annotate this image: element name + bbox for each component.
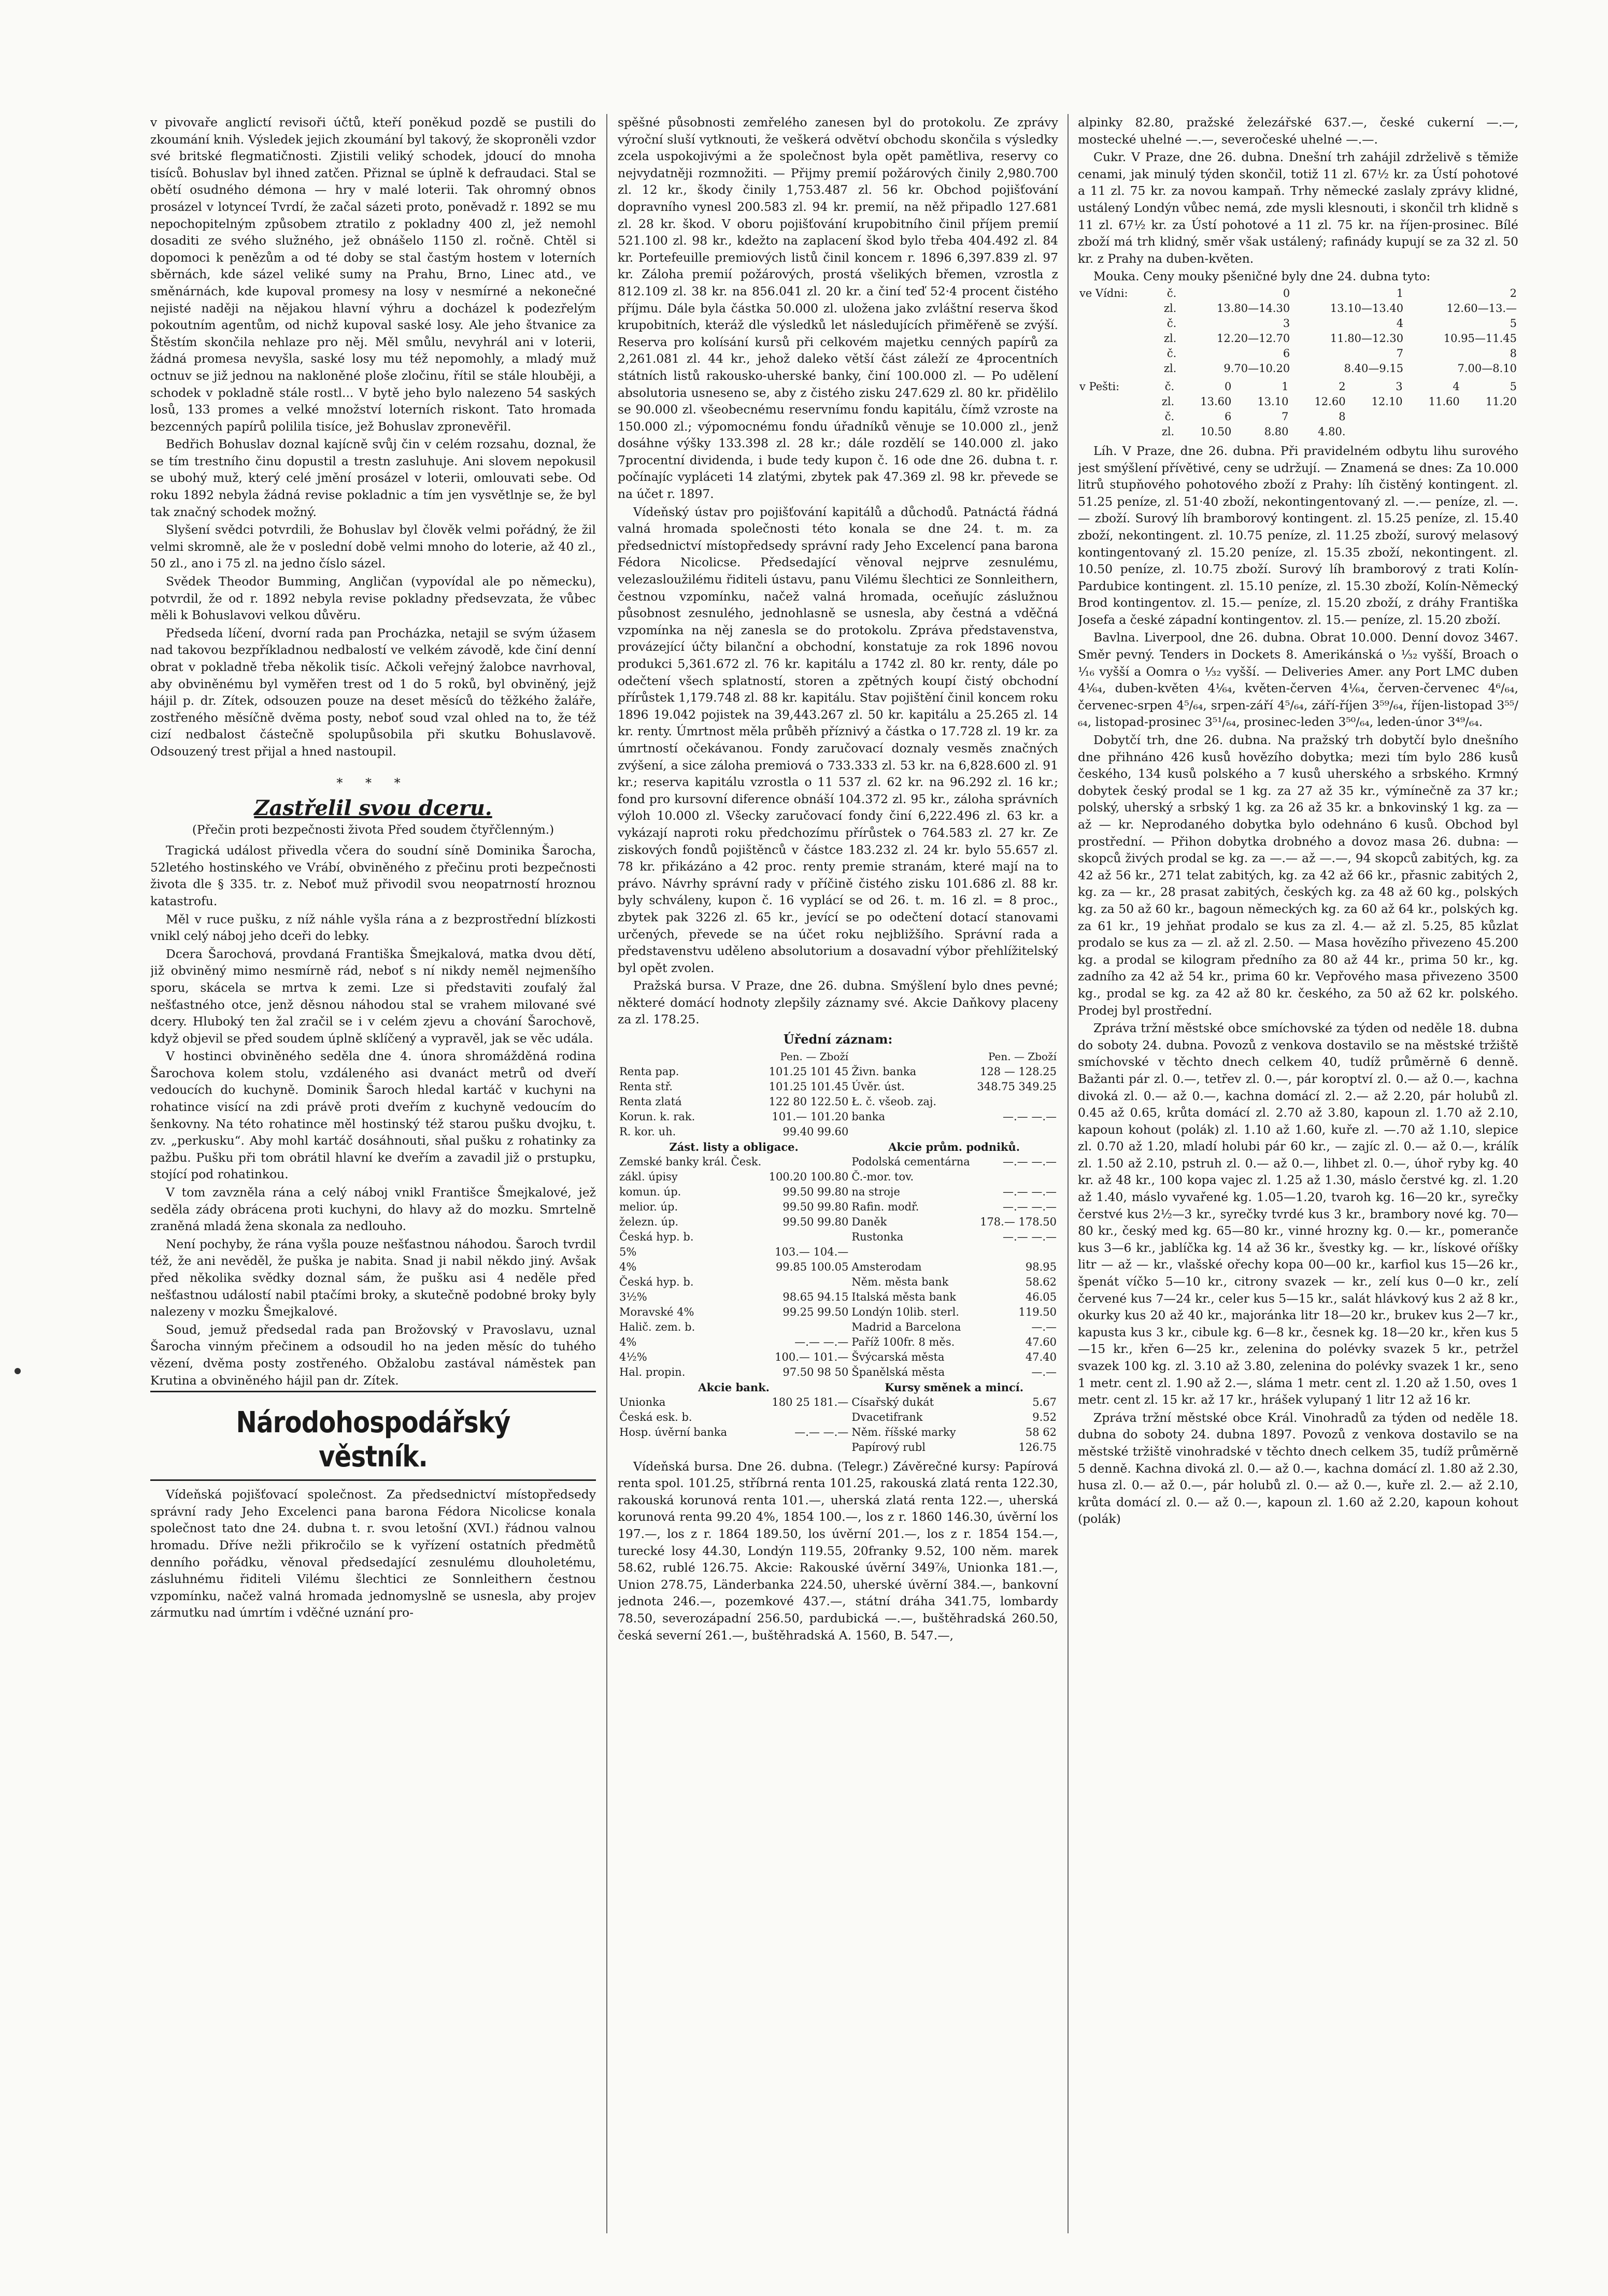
table-cell: č. bbox=[1166, 317, 1177, 330]
column-3 bbox=[1078, 114, 1518, 2233]
table-cell: Podolská cementárna bbox=[851, 1155, 970, 1168]
paragraph: Zpráva tržní městské obce smíchovské za týden od neděle 18. dubna do soboty 24. dubna. Povozů z venkova dostavilo se na městské tržiště smíchovské v těchto dnech celkem 40, tudíž průměrně 6 denně. Bažanti pár zl. 0.—, tetřev zl. 0.—, pár koroptví zl. 0.— až 0.—, kachna divoká zl. 0.— až 0.—, kachna domácí zl. 2.— až 2.20, pár holubů zl. 0.45 až 0.65, krůta domácí zl. 2.70 až 3.80, kapoun zl. 1.70 až 2.10, kapoun kohout (polák) zl. 1.10 až 1.60, kuře zl. —.70 až 1.10, slepice zl. 0.70 až 1.20, mladí holubi pár 60 kr., — zajíc zl. 0.— až 0.—, králík zl. 1.50 až 2.10, pstruh zl. 0.— až 0.—, lihbet zl. 0.—, úhoř ryby kg. 40 kr. až 48 kr., 100 kopa vajec zl. 1.25 až 1.30, máslo čerstvé kg. zl. 1.20 až 1.40, máslo vyvařené kg. 1.05—1.20, tvaroh kg. 16—20 kr., syrečky čerstvé kus 2½—3 kr., syrečky tvrdé kus 3 kr., brambory nové kg. 70—80 kr., český med kg. 65—80 kr., vinné hrozny kg. 0.— kr., pomeranče kus 3—6 kr., jablíčka kg. 14 až 36 kr., švestky kg. — kr., lískové oříšky litr — až — kr., vlašské ořechy kopa 00—00 kr., karfiol kus 15—26 kr., špenát víčko 5—10 kr., citrony svazek — kr., zelí kus 0—0 kr., zelí červené kus 7—24 kr., celer kus 5—15 kr., salát hlávkový kus 2 až 8 kr., okurky kus 20 až 40 kr., majoránka litr 18—20 kr., brukev kus 2—7 kr., kapusta kus 3 kr., cibule kg. 6—8 kr., česnek kg. 18—20 kr., křen kus 5—15 kr., křen 6—25 kr., zelenina do polévky svazek 5 kr., petržel svazek 100 kg. zl. 3.10 až 3.80, zelenina do polévky svazek 1 kr., seno 1 metr. cent zl. 1.90 až 2.—, sláma 1 metr. cent zl. 1.20 až 1.50, oves 1 metr. cent zl. 15 kr. až 17 kr., hrášek vylupaný 1 litr 12 až 16 kr. bbox=[1078, 1021, 1518, 1407]
table-cell: 47.40 bbox=[1025, 1350, 1057, 1363]
table-cell: 0 bbox=[1224, 380, 1232, 393]
table-cell: 5.67 bbox=[1032, 1395, 1057, 1408]
table-cell: 98.65 94.15 bbox=[782, 1290, 849, 1303]
table-row bbox=[1078, 409, 1518, 424]
table-cell bbox=[766, 1320, 850, 1335]
table-cell: Císařský dukát bbox=[851, 1395, 934, 1408]
table-cell: Hosp. úvěrní banka bbox=[619, 1425, 728, 1438]
table-row bbox=[1078, 316, 1518, 331]
table-cell: č. bbox=[1164, 410, 1175, 423]
table-cell bbox=[1461, 424, 1518, 439]
flour-vienna-table bbox=[1078, 286, 1518, 376]
table-row bbox=[618, 1245, 1058, 1260]
paragraph: Zpráva tržní městské obce Král. Vinohradů za týden od neděle 18. dubna do soboty 24. dubna 1897. Povozů z venkova dostavilo se na městské tržiště vinohradské v těchto dnech celkem 35, tudíž průměrně 5 denně. Kachna divoká zl. 0.— až 0.—, kachna domácí zl. 1.80 až 2.30, husa zl. 0.— až 0.—, pár holubů zl. 0.— až 0.—, kuře zl. 2.— až 2.10, krůta domácí zl. 0.— až 0.—, kapoun zl. 1.60 až 2.20, kapoun kohout (polák) bbox=[1078, 1410, 1518, 1527]
table-cell: 11.60 bbox=[1428, 395, 1460, 408]
table-cell bbox=[766, 1230, 850, 1245]
paragraph: alpinky 82.80, pražské železářské 637.—, české cukerní —.—, mostecké uhelné —.—, severočeské uhelné —.—. bbox=[1078, 115, 1518, 147]
table-cell: 12.60 bbox=[1314, 395, 1346, 408]
table-row bbox=[1078, 346, 1518, 361]
table-row bbox=[618, 1410, 1058, 1425]
table-cell: 99.25 99.50 bbox=[782, 1305, 849, 1318]
table-cell: 46.05 bbox=[1025, 1290, 1057, 1303]
table-cell: 4% bbox=[619, 1260, 637, 1273]
table-cell: melior. úp. bbox=[619, 1200, 678, 1213]
table-cell: 10.95—11.45 bbox=[1443, 332, 1517, 345]
table-cell: č. bbox=[1164, 380, 1175, 393]
table-cell: 122 80 122.50 bbox=[769, 1095, 849, 1108]
table-cell bbox=[1078, 424, 1150, 439]
table-subheading: Akcie prům. podniků. bbox=[888, 1140, 1020, 1153]
table-title: Úřední záznam: bbox=[783, 1032, 893, 1047]
table-cell bbox=[1347, 424, 1404, 439]
table-row bbox=[618, 1109, 1058, 1124]
table-cell: 13.10 bbox=[1257, 395, 1289, 408]
table-cell: Italská města bank bbox=[851, 1290, 956, 1303]
table-cell: Halič. zem. b. bbox=[619, 1320, 695, 1333]
table-row bbox=[1078, 424, 1518, 439]
table-cell: 99.50 99.80 bbox=[782, 1215, 849, 1228]
table-cell: 126.75 bbox=[1018, 1441, 1057, 1453]
paragraph: Líh. V Praze, dne 26. dubna. Při pravidelném odbytu lihu surového jest smýšlení přívětivé, ceny se udržují. — Znamená se dnes: Za 10.000 litrů stupňového pohotového zboží z Prahy: líh čistěný kontingent. zl. 51.25 peníze, zl. 51·40 zboží, nekontingentovaný zl. —.— peníze, zl. —.— zboží. Surový líh bramborový kontingent. zl. 15.25 peníze, zl. 15.40 zboží, nekontingent. zl. 10.75 peníze, zl. 11.25 zboží, surový melasový kontingentovaný zl. 15.20 peníze, zl. 15.35 zboží, nekontingent. zl. 10.50 peníze, zl. 10.75 zboží. Surový líh bramborový z trati Kolín-Pardubice kontingent. zl. 15.10 peníze, zl. 15.30 zboží, Kolín-Německý Brod kontingentov. zl. 15.— peníze, zl. 15.20 zboží, z dráhy Františka Josefa a české západní kontingentov. zl. 15.— peníze, zl. 15.20 zboží. bbox=[1078, 443, 1518, 627]
table-cell: 128 — 128.25 bbox=[980, 1065, 1057, 1078]
column-rule bbox=[1068, 114, 1069, 2233]
table-cell: zl. bbox=[1161, 395, 1175, 408]
table-cell: zl. bbox=[1163, 302, 1177, 315]
table-cell: Madrid a Barcelona bbox=[851, 1320, 961, 1333]
table-cell: železn. úp. bbox=[619, 1215, 679, 1228]
table-cell: —.— —.— bbox=[1002, 1155, 1057, 1168]
table-row bbox=[618, 1305, 1058, 1320]
table-row bbox=[618, 1275, 1058, 1290]
table-cell bbox=[1078, 409, 1150, 424]
paragraph: Vídeňský ústav pro pojišťování kapitálů a důchodů. Patnáctá řádná valná hromada společnosti této konala se dne 24. t. m. za předsednictví místopředsedy správní rady Jeho Excelencí pana barona Fédora Nicolicse. Předsedající věnoval nejprve zesnulému, velezasloužilému řiditeli ústavu, panu Vilému šlechtici ze Sonnleithern, čestnou vzpomínku, načež valná hromada, oceňujíc záslužnou působnost zesnulého, jednohlasně se usnesla, aby čestná a vděčná vzpomínka na něj zanesla se do protokolu. Zpráva představenstva, provázející účty bilanční a obchodní, konstatuje za rok 1896 novou produkci 5,361.672 zl. 76 kr. kapitálu a 1742 zl. 80 kr. renty, dále po odečtení všech splatností, storen a zpětných koupí čistý obchodní přírůstek 1,179.748 zl. 88 kr. kapitálu. Stav pojištění činil koncem roku 1896 19.042 pojistek na 39,443.267 zl. 50 kr. kapitálu a 25.265 zl. 14 kr. renty. Úmrtnost měla průběh příznivý a částka o 17.728 zl. 19 kr. za úmrtností očekávanou. Fondy zaručovací doznaly vesměs značných zvýšení, a sice záloha premiová o 733.333 zl. 53 kr. na 6,828.600 zl. 91 kr.; reserva kapitálu vzrostla o 11 537 zl. 62 kr. na 96.292 zl. 16 kr.; fond pro kursovní diference obnáší 104.372 zl. 95 kr., záloha správních výloh 10.000 zl. Všecky zaručovací fondy činí 6,222.496 zl. 63 kr. a vykázají naproti roku předchozímu přírůstek o 764.583 zl. 27 kr. Ze ziskových fondů pojištěnců v částce 183.232 zl. 24 kr. bylo 55.657 zl. 78 kr. přikázáno a 42 proc. renty premie stranám, které mají na to právo. Návrhy správní rady v příčině čistého zisku 101.686 zl. 88 kr. byly schváleny, kupon č. 16 vyplácí se od 26. t. m. 16 zl. = 8 proc., zbytek pak 3226 zl. 65 kr., jevící se po odečtení dotací stanovami určených, převede se na účet roku nejbližšího. Správní rada a představenstvu uděleno absolutorium a dosavadní výbor přehlížitelský byl opět zvolen. bbox=[618, 504, 1058, 975]
table-cell: Renta pap. bbox=[619, 1065, 679, 1078]
table-body bbox=[618, 1395, 1058, 1455]
table-cell: Rustonka bbox=[851, 1230, 904, 1243]
table-cell bbox=[766, 1154, 850, 1170]
table-cell: 101.25 101 45 bbox=[769, 1065, 849, 1078]
table-body bbox=[1078, 286, 1518, 376]
table-cell bbox=[766, 1410, 850, 1425]
table-cell: Paříž 100fr. 8 měs. bbox=[851, 1335, 955, 1348]
paragraph: Pražská bursa. V Praze, dne 26. dubna. Smýšlení bylo dnes pevné; některé domácí hodnoty zlepšily záznamy své. Akcie Daňkovy placeny za zl. 178.25. bbox=[618, 978, 1058, 1027]
table-cell bbox=[974, 1170, 1058, 1185]
table-cell: komun. úp. bbox=[619, 1185, 681, 1198]
table-row bbox=[618, 1260, 1058, 1275]
table-cell: 3 bbox=[1283, 317, 1290, 330]
table-cell: ve Vídni: bbox=[1079, 287, 1128, 300]
table-cell: v Pešti: bbox=[1079, 380, 1120, 393]
table-row bbox=[618, 1350, 1058, 1365]
paragraph: Cukr. V Praze, dne 26. dubna. Dnešní trh zahájil zdrželivě s těmiže cenami, jak minulý týden skončil, totiž 11 zl. 67½ kr. za Ústí pohotové a 11 zl. 75 kr. za novou kampaň. Trhy německé zaslaly zprávy klidné, ustálený Londýn vůbec nemá, zde mysli klesnouti, i skončil trh klidně s 11 zl. 67½ kr. za Ústí pohotové a 11 zl. 75 kr. na říjen-prosinec. Bílé zboží má trh klidný, směr však ustálený; rafinády kupují se za 32 zl. 50 kr. z Prahy na duben-květen. bbox=[1078, 150, 1518, 266]
table-cell: Něm. říšské marky bbox=[851, 1425, 956, 1438]
flour-pest-table bbox=[1078, 379, 1518, 439]
table-cell bbox=[1404, 409, 1461, 424]
table-cell: 58 62 bbox=[1025, 1425, 1057, 1438]
table-cell: —.— bbox=[1031, 1320, 1057, 1333]
table-cell: 348.75 349.25 bbox=[977, 1080, 1057, 1093]
table-row bbox=[618, 1440, 1058, 1455]
table-cell: 9.70—10.20 bbox=[1223, 362, 1290, 375]
table-cell: 99.50 99.80 bbox=[782, 1185, 849, 1198]
table-cell: 4 bbox=[1396, 317, 1404, 330]
paragraph: Svědek Theodor Bumming, Angličan (vypovídal ale po německu), potvrdil, že od r. 1892 nebyla revise pokladny předsevzata, že vůbec měli k Bohuslavovi velkou důvěru. bbox=[150, 574, 596, 623]
table-cell: Papírový rubl bbox=[851, 1441, 926, 1453]
table-cell: Moravské 4% bbox=[619, 1305, 694, 1318]
table-cell bbox=[974, 1094, 1058, 1109]
table-row bbox=[618, 1154, 1058, 1170]
table-cell: 58.62 bbox=[1025, 1275, 1057, 1288]
table-row bbox=[618, 1124, 1058, 1139]
paragraph: Bedřich Bohuslav doznal kajícně svůj čin v celém rozsahu, doznal, že se tím trestního činu dopustil a trestn zasluhuje. Ani slovem nepokusil se ubohý muž, který celé jmění prosázel v loterii, omlouvati sebe. Od roku 1892 nebyla žádná revise pokladnic a tím jen vysvětlnje se, že byl tak značný schodek možný. bbox=[150, 437, 596, 519]
table-cell: 100.20 100.80 bbox=[769, 1170, 849, 1183]
table-cell: 7 bbox=[1396, 347, 1404, 360]
table-row bbox=[618, 1290, 1058, 1305]
table-row bbox=[618, 1215, 1058, 1230]
table-cell: 8 bbox=[1339, 410, 1346, 423]
column-1 bbox=[150, 114, 596, 2233]
table-cell: Hal. propin. bbox=[619, 1365, 686, 1378]
table-cell: Ł. č. všeob. zaj. bbox=[851, 1095, 937, 1108]
table-cell: Korun. k. rak. bbox=[619, 1110, 695, 1123]
table-row bbox=[1078, 394, 1518, 409]
table-body bbox=[618, 1154, 1058, 1380]
table-cell: 5 bbox=[1510, 380, 1517, 393]
paragraph: spěšné působnosti zemřelého zanesen byl do protokolu. Ze zprávy výroční sluší vytknouti, že veškerá odvětví obchodu skončila s výsledky zcela uspokojivými a že společnost byla opět pamětliva, reservy co nejvydatněji rozmnožiti. — Přijmy premií požárových činily 2,980.700 zl. 12 kr., škody činily 1,753.487 zl. 56 kr. Obchod pojišťování dopravního vynesl 200.583 zl. 94 kr. premií, na něž připadlo 127.681 zl. 28 kr. škod. V oboru pojišťování krupobitního činil příjem premií 521.100 zl. 98 kr., kdežto na zaplacení škod bylo třeba 404.492 zl. 84 kr. Portefeuille premiových listů činil koncem r. 1896 6,397.839 zl. 97 kr. Záloha premií požárových, prostá všelikých břemen, vzrostla z 812.109 zl. 38 kr. na 856.041 zl. 20 kr. a činí teď 52·4 procent čistého příjmu. Dále byla částka 50.000 zl. uložena jako zvláštní reserva škod krupobitních, kteráž dle výsledků let následujících přiměřeně se zvýší. Reserva pro kolísání kursů při celkovém majetku cenných papírů za 2,261.081 zl. 44 kr., jehož daleko větší část záleží ze 4procentních státních listů rakousko-uherské banky, činí 100.000 zl. — Po udělení absolutoria usneseno se, aby z čistého zisku 247.629 zl. 80 kr. přidělilo se 90.000 zl. všeobecnému reservnímu fondu kapitálu, čímž vzroste na 150.000 zl.; výpomocnému fondu úřadníků věnuje se 10.000 zl., jenž dosáhne výšky 133.398 zl. 28 kr.; dále rozdělí se 140.000 zl. jako 7procentní dividenda, i bude tedy kupon č. 16 ode dne 26. dubna t. r. počínajíc vypláceti 14 zlatými, zbytek pak 47.369 zl. 98 kr. převede se na účet r. 1897. bbox=[618, 115, 1058, 502]
table-row bbox=[618, 1079, 1058, 1094]
paragraph: Soud, jemuž předsedal rada pan Brožovský v Pravoslavu, uznal Šarocha vinným přečinem a odsoudil ho na jeden měsíc do tuhého vězení, dvěma posty zostřeného. Obžalobu zastával náměstek pan Krutina a obviněného hájil pan dr. Zítek. bbox=[150, 1322, 596, 1388]
table-cell: 3 bbox=[1396, 380, 1403, 393]
table-cell bbox=[766, 1275, 850, 1290]
table-cell bbox=[618, 1440, 766, 1455]
table-cell: —.— —.— bbox=[1002, 1200, 1057, 1213]
paragraph: Tragická událost přivedla včera do soudní síně Dominika Šarocha, 52letého hostinského ve Vrábí, obviněného z přečinu proti bezpečnosti života dle § 335. tr. z. Neboť muž přivodil svou neopatrností hroznou katastrofu. bbox=[150, 843, 596, 908]
table-cell: Dvacetifrank bbox=[851, 1410, 923, 1423]
table-cell: 10.50 bbox=[1200, 425, 1232, 438]
table-cell: 3½% bbox=[619, 1290, 647, 1303]
table-cell: Amsterodam bbox=[851, 1260, 922, 1273]
section-rule bbox=[150, 1391, 596, 1392]
table-body bbox=[1078, 379, 1518, 439]
table-cell bbox=[1078, 361, 1155, 376]
paragraph: Bavlna. Liverpool, dne 26. dubna. Obrat 10.000. Denní dovoz 3467. Směr pevný. Tenders in Dockets 8. Amerikánská o ⅟₃₂ vyšší, Broach o ⅟₁₆ vyšší a Oomra o ⅟₃₂ vyšší. — Deliveries Amer. any Port LMC duben 4⅟₆₄, duben-květen 4⅟₆₄, květen-červen 4⅟₆₄, červen-červenec 4⁶/₆₄, červenec-srpen 4⁵/₆₄, srpen-září 4⁵/₆₄, září-říjen 3⁵⁹/₆₄, říjen-listopad 3⁵⁵/₆₄, listopad-prosinec 3⁵¹/₆₄, prosinec-leden 3⁵⁰/₆₄, leden-únor 3⁴⁹/₆₄. bbox=[1078, 630, 1518, 730]
exchange-table bbox=[618, 1049, 1058, 1455]
table-row bbox=[618, 1064, 1058, 1079]
article-headline: Zastřelil svou dceru. bbox=[254, 796, 492, 821]
table-cell: zl. bbox=[1163, 362, 1177, 375]
paragraph: Mouka. Ceny mouky pšeničné byly dne 24. dubna tyto: bbox=[1093, 269, 1431, 284]
section-heading: Národohospodářský věstník. bbox=[236, 1406, 510, 1474]
table-cell: 9.52 bbox=[1032, 1410, 1057, 1423]
table-cell: 4½% bbox=[619, 1350, 647, 1363]
table-cell bbox=[1078, 301, 1155, 316]
table-cell: zl. bbox=[1163, 332, 1177, 345]
table-cell: 101.25 101.45 bbox=[769, 1080, 849, 1093]
table-cell: —.— —.— bbox=[794, 1425, 849, 1438]
paragraph: Dcera Šarochová, provdaná Františka Šmejkalová, matka dvou dětí, již obviněný mimo nesmírně rád, neboť s ní nikdy neměl nejmenšího sporu, skácela se mrtva k zemi. Lze si představiti zoufalý žal nešťastného otce, jenž děsnou náhodou stal se vrahem milované své dcery. Hluboký ten žal zračil se i v celém zjevu a chování Šarochově, když objevil se před soudem úplně sklíčený a vypravěl, jak se věc udála. bbox=[150, 946, 596, 1046]
table-row bbox=[618, 1230, 1058, 1245]
paragraph: Vídeňská pojišťovací společnost. Za předsednictví místopředsedy správní rady Jeho Excelenci pana barona Fédora Nicolicse konala společnost tato dne 24. dubna t. r. svou letošní (XVI.) řádnou valnou hromadu. Dříve nežli přikročilo se k vyřízení ostatních předmětů denního pořádku, věnoval předsedající zesnulému dlouholetému, zásluhnému řiditeli Vilému šlechtici ze Sonnleithern čestnou vzpomínku, načež valná hromada jednomyslně se usnesla, aby projev zármutku nad úmrtím i vděčné uznání pro- bbox=[150, 1487, 596, 1620]
table-cell: 0 bbox=[1283, 287, 1290, 300]
column-2 bbox=[618, 114, 1058, 2233]
table-cell: 5% bbox=[619, 1245, 637, 1258]
table-cell: Renta stř. bbox=[619, 1080, 673, 1093]
table-cell: —.— bbox=[1031, 1365, 1057, 1378]
table-row bbox=[618, 1335, 1058, 1350]
table-cell: 8 bbox=[1510, 347, 1517, 360]
table-cell: č. bbox=[1166, 287, 1177, 300]
table-cell: 98.95 bbox=[1025, 1260, 1057, 1273]
table-cell: 99.50 99.80 bbox=[782, 1200, 849, 1213]
table-row bbox=[618, 1320, 1058, 1335]
table-cell: 99.40 99.60 bbox=[782, 1125, 849, 1138]
table-row bbox=[618, 1094, 1058, 1109]
table-cell: 7.00—8.10 bbox=[1457, 362, 1517, 375]
table-cell: 119.50 bbox=[1018, 1305, 1057, 1318]
table-cell bbox=[850, 1245, 974, 1260]
table-cell: 178.— 178.50 bbox=[980, 1215, 1057, 1228]
table-cell bbox=[850, 1124, 974, 1139]
table-cell: 1 bbox=[1396, 287, 1404, 300]
table-header bbox=[618, 1049, 766, 1064]
table-cell: banka bbox=[851, 1110, 886, 1123]
table-row bbox=[618, 1200, 1058, 1215]
table-cell: 12.60—13.— bbox=[1446, 302, 1517, 315]
table-header bbox=[850, 1049, 974, 1064]
table-cell bbox=[766, 1440, 850, 1455]
table-cell: 4.80. bbox=[1318, 425, 1346, 438]
table-cell: 47.60 bbox=[1025, 1335, 1057, 1348]
separator-stars: * * * bbox=[336, 775, 410, 790]
table-cell: Renta zlatá bbox=[619, 1095, 682, 1108]
column-rule bbox=[606, 114, 607, 2233]
paragraph: V tom zavzněla rána a celý náboj vnikl Františce Šmejkalové, jež seděla zády obrácena proti kuchyni, do hlavy až do mozku. Smrtelně zraněná mladá žena skonala za nedlouho. bbox=[150, 1185, 596, 1234]
table-cell: zákl. úpisy bbox=[619, 1170, 678, 1183]
table-cell: 11.80—12.30 bbox=[1330, 332, 1404, 345]
table-cell: 8.80 bbox=[1264, 425, 1289, 438]
table-cell bbox=[1078, 394, 1150, 409]
table-cell: 13.60 bbox=[1200, 395, 1232, 408]
table-cell bbox=[1078, 316, 1155, 331]
table-cell: Něm. města bank bbox=[851, 1275, 949, 1288]
table-cell: Česká hyp. b. bbox=[619, 1275, 694, 1288]
table-cell: zl. bbox=[1161, 425, 1175, 438]
table-subheading: Zást. listy a obligace. bbox=[669, 1140, 799, 1153]
table-cell: Unionka bbox=[619, 1395, 666, 1408]
table-cell: č. bbox=[1166, 347, 1177, 360]
table-cell: na stroje bbox=[851, 1185, 900, 1198]
table-row bbox=[1078, 286, 1518, 301]
paragraph: Dobytčí trh, dne 26. dubna. Na pražský trh dobytčí bylo dnešního dne přihnáno 426 kusů hovězího dobytka; mezi tím bylo 286 kusů českého, 134 kusů polského a 7 kusů uherského a srbského. Krmný dobytek český prodal se 1 kg. za 27 až 35 kr., výmínečně za 37 kr.; polský, uherský a srbský 1 kg. za 26 až 35 kr. a bnkovinský 1 kg. za — až — kr. Neprodaného dobytka bylo odehnáno 6 kusů. Obchod byl prostřední. — Přihon dobytka drobného a dovoz masa 26. dubna: — skopců živých prodal se kg. za —.— až —.—, 94 skopců zabitých, kg. za 42 až 56 kr., 271 telat zabitých, kg. za 42 až 66 kr., přasnic zabitých 2, kg. za — kr., 28 prasat zabitých, českých kg. za 48 až 60 kg., polských kg. za 50 až 60 kr., bagoun německých kg. za 60 až 64 kr., polských kg. za 61 kr., 19 jehňat prodalo se kus za zl. 4.— až zl. 5.25, 85 kůzlat prodalo se kus za — zl. až zl. 2.50. — Masa hovězího přivezeno 45.200 kg. a prodal se kilogram předního za 80 až 44 kr., prima 50 kr., kg. zadního za 42 až 54 kr., prima 60 kr. Vepřového masa přivezeno 3500 kg., prodal se kg. za 42 až 80 kr. českého, za 50 až 62 kr. polského. Prodej byl prostřední. bbox=[1078, 733, 1518, 1018]
table-cell: 103.— 104.— bbox=[775, 1245, 849, 1258]
table-cell bbox=[974, 1245, 1058, 1260]
table-cell: Daněk bbox=[851, 1215, 887, 1228]
table-cell: 1 bbox=[1282, 380, 1289, 393]
table-header: Pen. — Zboží bbox=[780, 1050, 849, 1063]
table-cell: 13.10—13.40 bbox=[1330, 302, 1404, 315]
table-row bbox=[618, 1170, 1058, 1185]
table-cell: 97.50 98 50 bbox=[782, 1365, 849, 1378]
table-header: Pen. — Zboží bbox=[988, 1050, 1057, 1063]
table-cell: Česká esk. b. bbox=[619, 1410, 692, 1423]
table-cell: Č.-mor. tov. bbox=[851, 1170, 914, 1183]
table-cell: Londýn 10lib. sterl. bbox=[851, 1305, 959, 1318]
table-row bbox=[1078, 379, 1518, 394]
section-rule bbox=[150, 1479, 596, 1481]
table-cell: Rafin. modř. bbox=[851, 1200, 919, 1213]
table-cell: 12.20—12.70 bbox=[1216, 332, 1290, 345]
table-row bbox=[1078, 331, 1518, 346]
table-cell: Zemské banky král. Česk. bbox=[619, 1155, 762, 1168]
table-cell bbox=[1404, 424, 1461, 439]
table-subheading: Kursy směnek a mincí. bbox=[885, 1380, 1024, 1394]
table-cell: 7 bbox=[1282, 410, 1289, 423]
table-cell: Úvěr. úst. bbox=[851, 1080, 905, 1093]
table-cell: —.— —.— bbox=[794, 1335, 849, 1348]
table-cell: 5 bbox=[1510, 317, 1517, 330]
table-cell: 12.10 bbox=[1371, 395, 1403, 408]
table-cell bbox=[1078, 331, 1155, 346]
paragraph: Měl v ruce pušku, z níž náhle vyšla rána a z bezprostřední blízkosti vnikl celý náboj jeho dceři do lebky. bbox=[150, 911, 596, 944]
table-cell bbox=[1347, 409, 1404, 424]
table-cell: 180 25 181.— bbox=[772, 1395, 849, 1408]
paragraph: Vídeňská bursa. Dne 26. dubna. (Telegr.) Závěrečné kursy: Papírová renta spol. 101.25, stříbrná renta 101.25, rakouská zlatá renta 122.30, rakouská korunová renta 101.—, uherská zlatá renta 122.—, uherská korunová renta 99.20 4%, 1854 100.—, los z r. 1860 146.30, úvěrní los 197.—, los z r. 1864 189.50, los úvěrní 201.—, los z r. 1854 154.—, turecké losy 44.30, Londýn 119.55, 20franky 9.52, 100 něm. marek 58.62, rublé 126.75. Akcie: Rakouské úvěrní 349⅞, Unionka 181.—, Union 278.75, Länderbanka 224.50, uherské úvěrní 384.—, bankovní jednota 246.—, pozemkové 437.—, státní dráha 341.75, lombardy 78.50, severozápadní 256.50, pardubická —.—, buštěhradská 260.50, česká severní 261.—, buštěhradská A. 1560, B. 547.—, bbox=[618, 1459, 1058, 1643]
paragraph: V hostinci obviněného seděla dne 4. února shromážděná rodina Šarochova kolem stolu, vzdáleného asi dvanáct metrů od dveří vedoucích do kuchyně. Dominik Šaroch hledal kartáč v kuchyni na rohatince visící na zdi právě proti dveřím z kuchyně vedoucím do šenkovny. Na této rohatince měl hostinský též starou pušku dvojku, t. zv. „perkusku“. Aby mohl kartáč dosáhnouti, sňal pušku z rohatinky za pažbu. Pušku při tom obrátil hlavní ke dveřím a zavadil již o prstupku, stojící pod rohatinkou. bbox=[150, 1049, 596, 1182]
margin-dot bbox=[15, 1368, 21, 1374]
table-cell: 2 bbox=[1339, 380, 1346, 393]
paragraph: Slyšení svědci potvrdili, že Bohuslav byl člověk velmi pořádný, že žil velmi skromně, ale že v poslední době velmi mnoho do loterie, až 40 zl., 50 zl., ano i 75 zl. na jedno číslo sázel. bbox=[150, 522, 596, 571]
table-cell: Španělská města bbox=[851, 1365, 945, 1378]
table-cell: —.— —.— bbox=[1002, 1230, 1057, 1243]
table-cell: R. kor. uh. bbox=[619, 1125, 676, 1138]
table-row bbox=[618, 1365, 1058, 1380]
table-cell: —.— —.— bbox=[1002, 1185, 1057, 1198]
table-cell: 100.— 101.— bbox=[775, 1350, 849, 1363]
table-row bbox=[1078, 301, 1518, 316]
newspaper-page bbox=[150, 114, 1518, 2233]
table-subheading: Akcie bank. bbox=[698, 1380, 770, 1394]
table-cell: 4% bbox=[619, 1335, 637, 1348]
table-row bbox=[1078, 361, 1518, 376]
table-cell bbox=[1078, 346, 1155, 361]
table-cell: Živn. banka bbox=[851, 1065, 917, 1078]
paragraph: Předseda líčení, dvorní rada pan Procházka, netajil se svým úžasem nad takovou bezpříkladnou nedbalostí ve velkém závodě, kde činí denní obrat v pokladně třeba několik tisíc. Ačkoli veřejný žalobce navrhoval, aby obviněnému byl vyměřen trest od 1 do 5 roků, byl obviněný, jejž hájil p. dr. Zítek, odsouzen pouze na deset měsíců do těžkého žaláře, zostřeného měsíčně dvěma posty, neboť soud vzal ohled na to, že též cizí nedbalost částečně spolupůsobila při skutku Bohuslavově. Odsouzený trest přijal a hned nastoupil. bbox=[150, 625, 596, 759]
table-body bbox=[618, 1064, 1058, 1139]
table-cell: 11.20 bbox=[1485, 395, 1517, 408]
table-cell bbox=[1461, 409, 1518, 424]
table-cell: 2 bbox=[1510, 287, 1517, 300]
paragraph: Není pochyby, že rána vyšla pouze nešťastnou náhodou. Šaroch tvrdil též, že ani nevěděl, že puška je nabita. Snad ji nabil někdo jiný. Avšak před několika svědky doznal sám, že pušku asi 4 neděle před nešťastnou událostí nabil ptačími broky, a skutečně podobné broky byly nalezeny v mozku Šmejkalové. bbox=[150, 1236, 596, 1319]
table-cell: 8.40—9.15 bbox=[1344, 362, 1404, 375]
table-cell: 4 bbox=[1453, 380, 1460, 393]
table-row bbox=[618, 1395, 1058, 1410]
table-cell: 6 bbox=[1224, 410, 1232, 423]
table-cell: 13.80—14.30 bbox=[1216, 302, 1290, 315]
table-cell: —.— —.— bbox=[1002, 1110, 1057, 1123]
table-cell: 101.— 101.20 bbox=[772, 1110, 849, 1123]
table-cell: 99.85 100.05 bbox=[776, 1260, 849, 1273]
table-cell: 6 bbox=[1283, 347, 1290, 360]
table-cell: Švýcarská města bbox=[851, 1350, 945, 1363]
table-row bbox=[618, 1425, 1058, 1440]
table-row bbox=[618, 1185, 1058, 1200]
table-cell bbox=[974, 1124, 1058, 1139]
article-bohuslav-cont: v pivovaře anglictí revisoři účtů, kteří poněkud pozdě se pustili do zkoumání knih. Výsledek jejich zkoumání byl takový, že skoproněli vzdor své britské flegmatičnosti. Zjistili veliký schodek, jdoucí do mnoha tisíců. Bohuslav byl ihned zatčen. Přiznal se úplně k defraudaci. Stal se obětí osudného démona — hry v malé loterii. Tak ohromný obnos prosázel v lotynceí Tvrdí, že začal sázeti proto, poněvadž r. 1892 se mu nepochopitelným způsobem ztratilo z pokladny 400 zl, jež nemohl dosaditi ze svého služného, jež obnášelo 1150 zl. ročně. Chtěl si dopomoci k penězům a od té doby se stal častým hostem v loterních sběrnách, kde sázel veliké sumy na Prahu, Brno, Linec atd., ve směnárnách, kde kupoval promesy na losy v nesmírné a nekonečné nejisté naději na nějakou hlavní výhru a docházel k podezřelým pokoutním agentům, od nichž kupoval saské losy. Ale jeho štvanice za Štěstím skončila nehlaze pro něj. Měl smůlu, nevyhrál ani v loterii, žádná promesa nevyšla, saské losy mu též nepomohly, a mladý muž octnuv se již jednou na nakloněné ploše zločinu, řítil se stále hlouběji, a schodek v pokladně stále rostl... V bytě jeho bylo nalezeno 54 saských losů, 133 promes a velké množství loterních riskont. Tato hromada bezcenných papírů polilila tisíce, jež Bohuslav zpronevěřil. bbox=[150, 115, 596, 434]
article-subheadline: (Přečin proti bezpečnosti života Před soudem čtyřčlenným.) bbox=[192, 823, 554, 837]
table-cell: Česká hyp. b. bbox=[619, 1230, 694, 1243]
